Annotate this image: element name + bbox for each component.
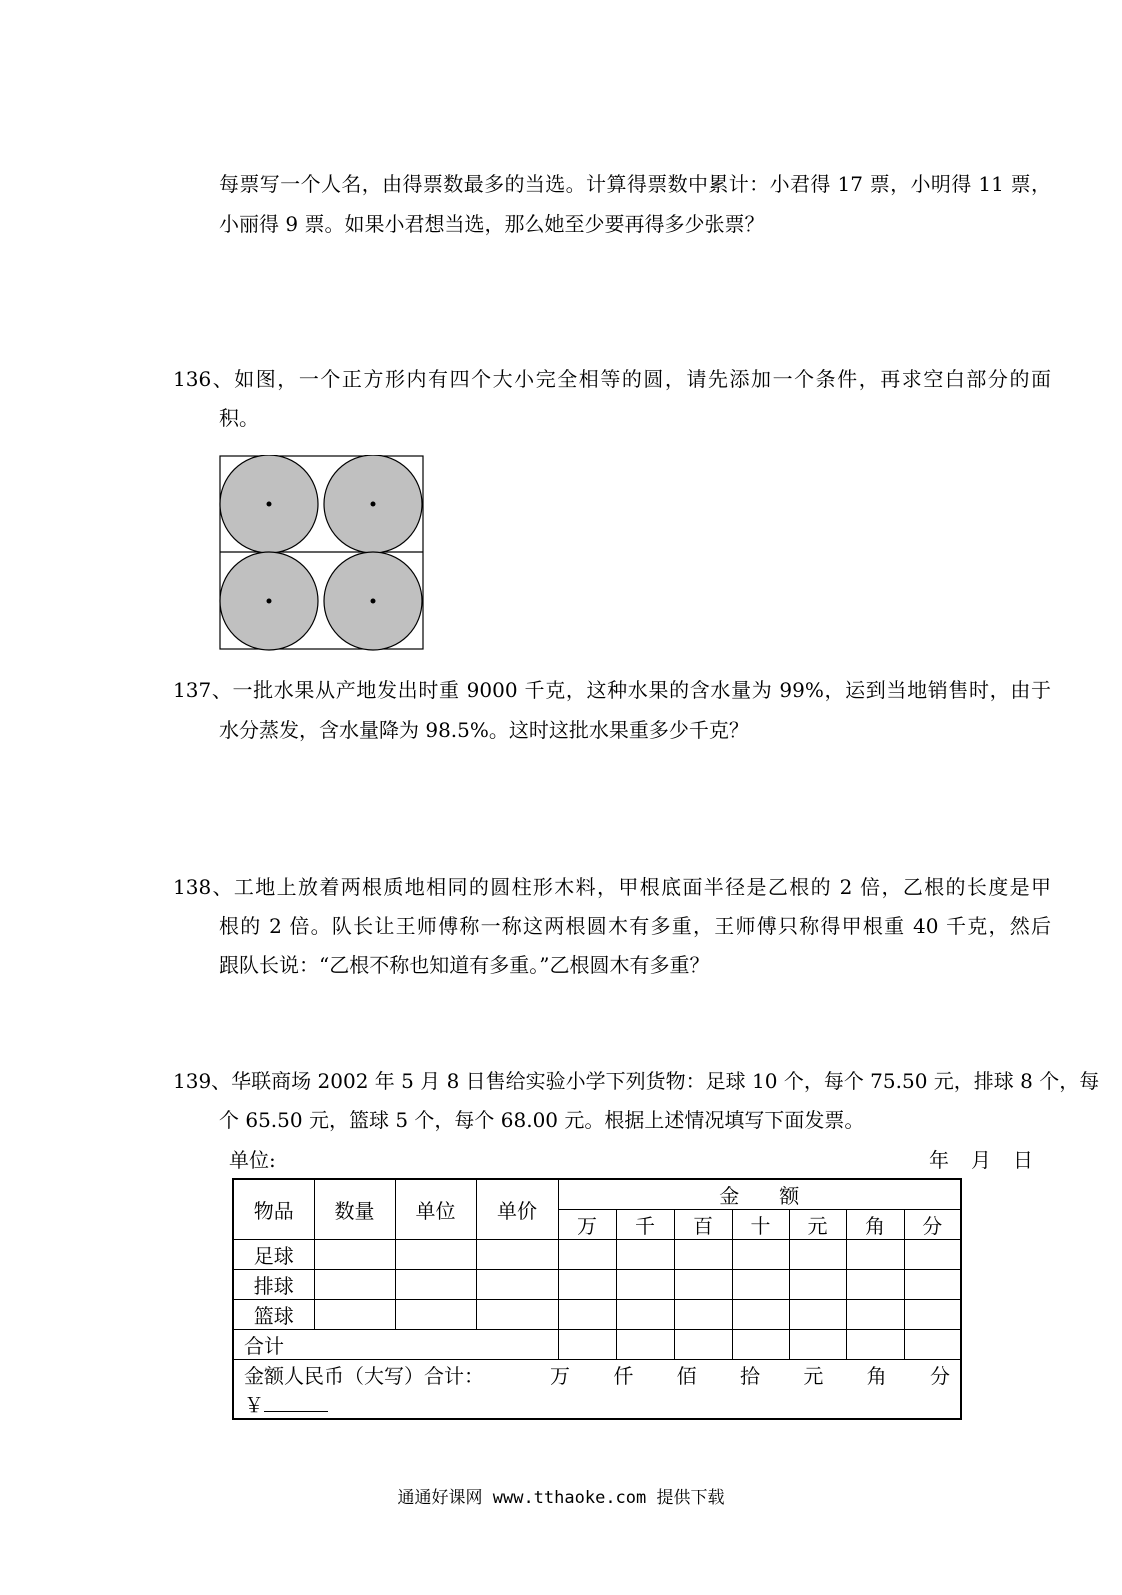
table-row-total (233, 1330, 961, 1360)
center-dot (371, 502, 376, 507)
blank-cell[interactable] (732, 1330, 789, 1360)
blank-cell[interactable] (558, 1300, 616, 1330)
digit-header: 千 (616, 1210, 674, 1240)
caps-unit: 仟 (613, 1364, 634, 1388)
blank-cell[interactable] (395, 1270, 476, 1300)
invoice-day-label: 日 (1013, 1148, 1033, 1172)
blank-cell[interactable] (846, 1330, 904, 1360)
caps-unit: 佰 (676, 1364, 697, 1388)
invoice-year-label: 年 (929, 1148, 949, 1172)
capital-amount-cell[interactable] (233, 1360, 961, 1420)
blank-cell[interactable] (616, 1330, 674, 1360)
caps-unit: 分 (929, 1364, 950, 1388)
problem-139-line-2: 个 65.50 元，篮球 5 个，每个 68.00 元。根据上述情况填写下面发票。 (219, 1108, 865, 1132)
row-item-label: 篮球 (233, 1300, 314, 1330)
blank-cell[interactable] (789, 1330, 846, 1360)
blank-cell[interactable] (846, 1270, 904, 1300)
yen-symbol: ￥ (244, 1393, 264, 1417)
caps-unit: 拾 (740, 1364, 760, 1388)
blank-cell[interactable] (476, 1270, 558, 1300)
problem-137-line-2: 水分蒸发，含水量降为 98.5%。这时这批水果重多少千克？ (219, 718, 749, 742)
blank-cell[interactable] (476, 1240, 558, 1270)
header-amount: 金 额 (558, 1179, 961, 1210)
blank-cell[interactable] (395, 1240, 476, 1270)
blank-cell[interactable] (732, 1240, 789, 1270)
caps-unit: 角 (866, 1364, 887, 1388)
table-row (233, 1300, 961, 1330)
blank-cell[interactable] (789, 1300, 846, 1330)
table-row (233, 1270, 961, 1300)
problem-138-line-1: 138、工地上放着两根质地相同的圆柱形木料，甲根底面半径是乙根的 2 倍，乙根的长度是甲 (173, 875, 1051, 899)
blank-cell[interactable] (314, 1300, 395, 1330)
blank-cell[interactable] (674, 1270, 732, 1300)
blank-cell[interactable] (904, 1270, 961, 1300)
digit-header: 百 (674, 1210, 732, 1240)
caps-unit: 元 (803, 1364, 824, 1388)
blank-cell[interactable] (616, 1300, 674, 1330)
digit-header: 分 (904, 1210, 961, 1240)
blank-cell[interactable] (558, 1270, 616, 1300)
center-dot (371, 599, 376, 604)
row-item-label: 排球 (233, 1270, 314, 1300)
problem-136-line-2: 积。 (219, 406, 259, 430)
total-label: 合计 (233, 1330, 558, 1360)
blank-cell[interactable] (789, 1270, 846, 1300)
blank-cell[interactable] (674, 1240, 732, 1270)
header-price: 单价 (476, 1179, 558, 1240)
capital-amount-label: 金额人民币（大写）合计： (244, 1364, 484, 1388)
center-dot (267, 502, 272, 507)
blank-cell[interactable] (616, 1240, 674, 1270)
blank-cell[interactable] (674, 1330, 732, 1360)
blank-cell[interactable] (732, 1300, 789, 1330)
problem-139-line-1: 139、华联商场 2002 年 5 月 8 日售给实验小学下列货物：足球 10 个，每个 75.50 元，排球 8 个，每 (173, 1069, 1100, 1093)
problem-135-line-2: 小丽得 9 票。如果小君想当选，那么她至少要再得多少张票？ (219, 212, 765, 236)
header-item: 物品 (233, 1179, 314, 1240)
header-qty: 数量 (314, 1179, 395, 1240)
invoice-unit-label: 单位: (229, 1148, 276, 1172)
blank-cell[interactable] (616, 1270, 674, 1300)
blank-cell[interactable] (904, 1300, 961, 1330)
blank-cell[interactable] (558, 1330, 616, 1360)
table-row (233, 1240, 961, 1270)
capital-amount-row (233, 1360, 961, 1420)
problem-135-line-1: 每票写一个人名，由得票数最多的当选。计算得票数中累计：小君得 17 票，小明得 11 票， (219, 172, 1051, 196)
header-unit: 单位 (395, 1179, 476, 1240)
page-footer: 通通好课网 www.tthaoke.com 提供下载 (397, 1488, 725, 1508)
yen-blank-line[interactable] (264, 1393, 328, 1412)
problem-138-line-3: 跟队长说：“乙根不称也知道有多重。”乙根圆木有多重？ (219, 953, 710, 977)
row-item-label: 足球 (233, 1240, 314, 1270)
invoice-date (929, 1148, 1033, 1172)
blank-cell[interactable] (789, 1240, 846, 1270)
blank-cell[interactable] (395, 1300, 476, 1330)
problem-137-line-1: 137、一批水果从产地发出时重 9000 千克，这种水果的含水量为 99%，运到当地销售时，由于 (173, 678, 1051, 702)
blank-cell[interactable] (558, 1240, 616, 1270)
caps-unit: 万 (550, 1364, 571, 1388)
digit-header: 万 (558, 1210, 616, 1240)
digit-header: 角 (846, 1210, 904, 1240)
blank-cell[interactable] (732, 1270, 789, 1300)
blank-cell[interactable] (846, 1240, 904, 1270)
problem-138-line-2: 根的 2 倍。队长让王师傅称一称这两根圆木有多重，王师傅只称得甲根重 40 千克，然后 (219, 914, 1051, 938)
invoice-table (232, 1178, 962, 1420)
blank-cell[interactable] (314, 1270, 395, 1300)
blank-cell[interactable] (846, 1300, 904, 1330)
blank-cell[interactable] (904, 1240, 961, 1270)
invoice-month-label: 月 (971, 1148, 991, 1172)
blank-cell[interactable] (674, 1300, 732, 1330)
center-dot (267, 599, 272, 604)
square-four-circles-figure (219, 455, 425, 651)
blank-cell[interactable] (904, 1330, 961, 1360)
blank-cell[interactable] (314, 1240, 395, 1270)
problem-136-line-1: 136、如图，一个正方形内有四个大小完全相等的圆，请先添加一个条件，再求空白部分的面 (173, 367, 1051, 391)
digit-header: 元 (789, 1210, 846, 1240)
blank-cell[interactable] (476, 1300, 558, 1330)
digit-header: 十 (732, 1210, 789, 1240)
